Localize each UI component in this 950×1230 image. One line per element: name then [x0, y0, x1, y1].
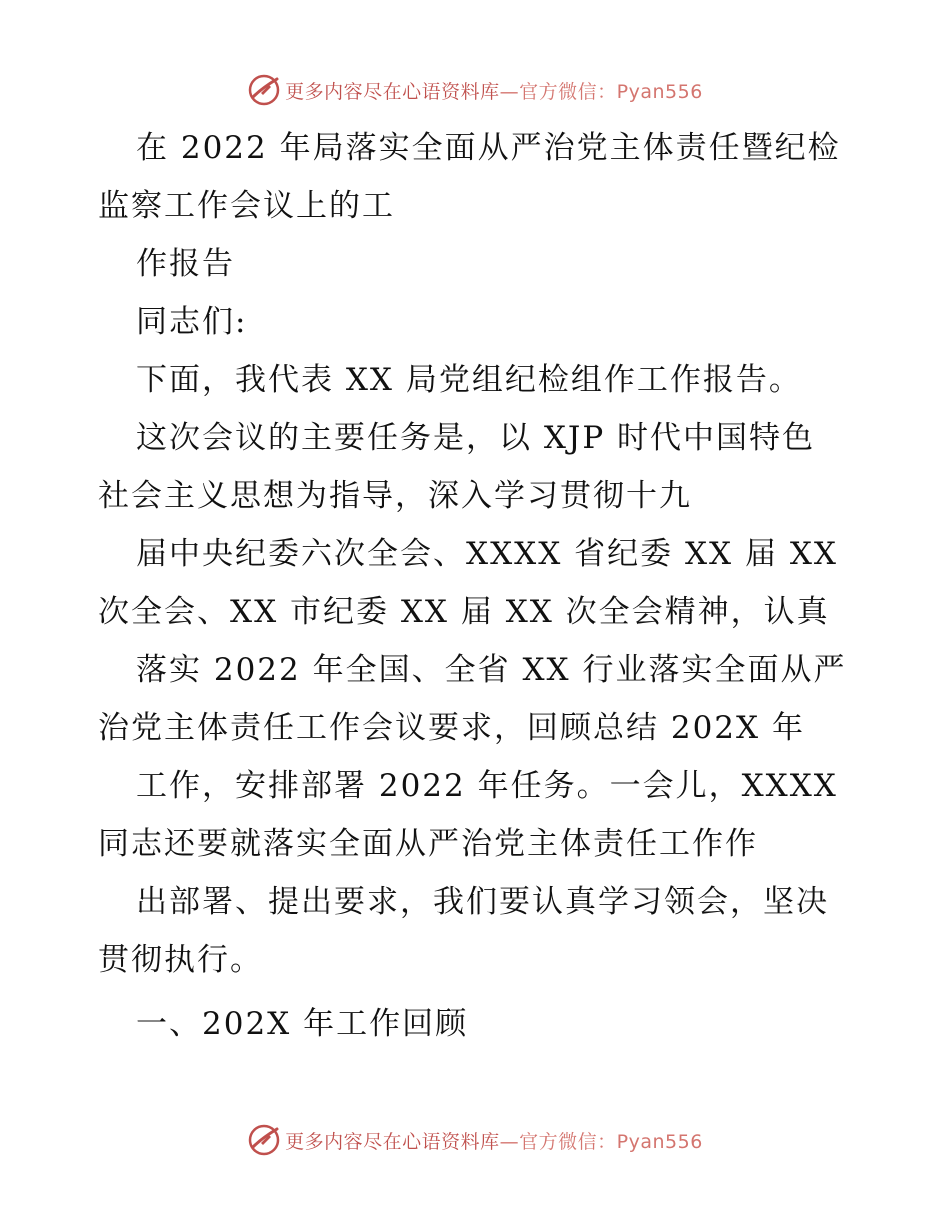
paragraph-line: 届中央纪委六次全会、XXXX 省纪委 XX 届 XX — [136, 536, 838, 572]
paragraph-line: 工作，安排部署 2022 年任务。一会儿，XXXX — [136, 768, 838, 804]
title-line-1: 在 2022 年局落实全面从严治党主体责任暨纪检 — [136, 130, 841, 166]
title-line-2: 监察工作会议上的工 — [98, 188, 395, 224]
watermark-wechat: 官方微信：Pyan556 — [519, 80, 703, 103]
section-heading: 一、202X 年工作回顾 — [136, 1006, 469, 1042]
title-line-3: 作报告 — [136, 246, 235, 282]
brush-logo-icon — [247, 1123, 281, 1157]
watermark-main: 更多内容尽在心语资料库 — [285, 1130, 500, 1153]
watermark-dash: — — [499, 80, 520, 103]
paragraph-line: 出部署、提出要求，我们要认真学习领会，坚决 — [136, 884, 829, 920]
brush-logo-icon — [247, 73, 281, 107]
watermark-main: 更多内容尽在心语资料库 — [285, 80, 500, 103]
paragraph-line: 下面，我代表 XX 局党组纪检组作工作报告。 — [136, 362, 802, 398]
paragraph-line: 次全会、XX 市纪委 XX 届 XX 次全会精神，认真 — [98, 594, 830, 630]
paragraph-line: 落实 2022 年全国、全省 XX 行业落实全面从严 — [136, 652, 847, 688]
header-watermark — [0, 70, 950, 110]
paragraph-line: 治党主体责任工作会议要求，回顾总结 202X 年 — [98, 710, 805, 746]
watermark-text — [285, 77, 703, 104]
watermark-wechat: 官方微信：Pyan556 — [519, 1130, 703, 1153]
watermark-dash: — — [499, 1130, 520, 1153]
paragraph-line: 贯彻执行。 — [98, 942, 263, 978]
salutation: 同志们: — [136, 304, 248, 340]
paragraph-line: 同志还要就落实全面从严治党主体责任工作作 — [98, 826, 758, 862]
watermark-text — [285, 1127, 703, 1154]
paragraph-line: 这次会议的主要任务是，以 XJP 时代中国特色 — [136, 420, 816, 456]
paragraph-line: 社会主义思想为指导，深入学习贯彻十九 — [98, 478, 692, 514]
footer-watermark — [0, 1120, 950, 1160]
